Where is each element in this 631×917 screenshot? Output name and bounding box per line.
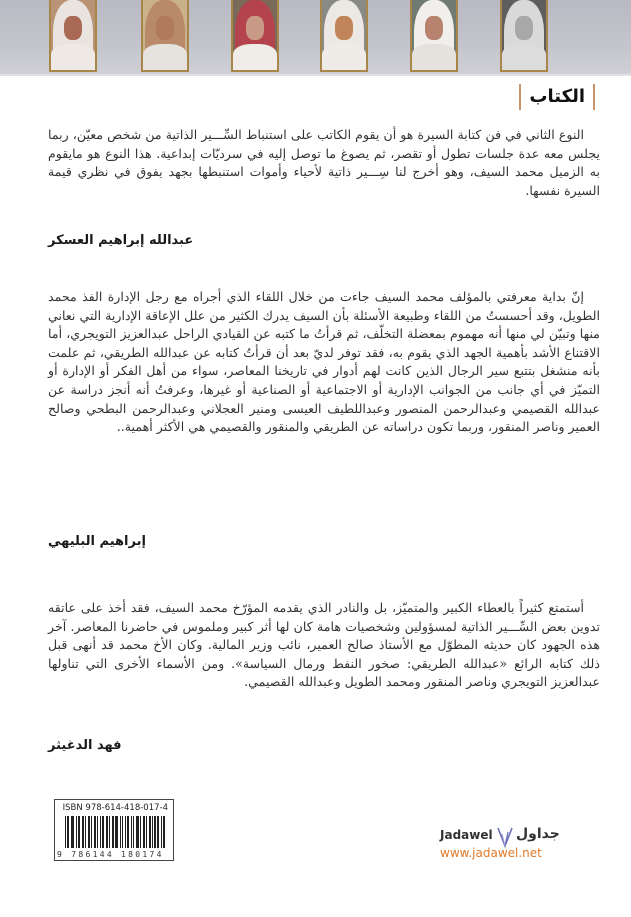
barcode-bar: [94, 816, 96, 848]
barcode-bar: [102, 816, 104, 848]
barcode-bar: [67, 816, 69, 848]
publisher-url[interactable]: www.jadawel.net: [440, 846, 542, 860]
thobe: [502, 44, 546, 70]
feather-logo-icon: [496, 826, 514, 848]
barcode-bar: [65, 816, 66, 848]
portrait-photo: [500, 0, 548, 72]
thobe: [143, 44, 187, 70]
barcode-bar: [161, 816, 163, 848]
section-title: الكتاب: [519, 84, 595, 110]
barcode-bar: [136, 816, 139, 848]
face: [515, 16, 533, 40]
barcode-bar: [140, 816, 141, 848]
portrait-photo: [410, 0, 458, 72]
barcode-bar: [122, 816, 123, 848]
barcode-bar: [112, 816, 114, 848]
isbn-barcode: [54, 799, 174, 861]
face: [425, 16, 443, 40]
barcode-bar: [71, 816, 72, 848]
barcode-bar: [133, 816, 135, 848]
thobe: [233, 44, 277, 70]
portrait-banner: [0, 0, 631, 76]
barcode-bar: [100, 816, 102, 848]
barcode-bar: [143, 816, 146, 848]
portrait-photo: [231, 0, 279, 72]
ean-digits: 9 786144 180174: [57, 850, 164, 859]
publisher-logo: [440, 826, 590, 866]
barcode-bar: [152, 816, 153, 848]
blurb-text: [48, 599, 600, 692]
thobe: [412, 44, 456, 70]
barcode-bar: [97, 816, 98, 848]
portrait-photo: [320, 0, 368, 72]
face: [246, 16, 264, 40]
face: [335, 16, 353, 40]
barcode-bar: [163, 816, 165, 848]
barcode-bar: [109, 816, 111, 848]
portrait-photo: [141, 0, 189, 72]
blurb-paragraph: النوع الثاني في فن كتابة السيرة هو أن يقوم الكاتب على استنباط السِّـــير الذاتية من شخص معيّن، ربما يجلس معه عدة جلسات تطول أو تقصر، ثم يصوغ ما توصل إليه في سرديّات إبداعية. هذا النوع هو مايقوم به الزميل محمد السيف، وهو أخرج لنا سِـــير ذاتية لأحياء وأموات استنبطها بجهد يفوق في نظري قيمة السيرة نفسها.: [48, 127, 600, 198]
barcode-bar: [85, 816, 86, 848]
barcode-bars: [65, 816, 167, 848]
portrait-photo: [49, 0, 97, 72]
barcode-bar: [91, 816, 92, 848]
barcode-bar: [82, 816, 85, 848]
thobe: [322, 44, 366, 70]
barcode-bar: [78, 816, 80, 848]
barcode-bar: [157, 816, 159, 848]
blurb-author: إبراهيم البليهي: [48, 534, 146, 549]
blurb-paragraph: أستمتع كثيراً بالعطاء الكبير والمتميّز، بل والنادر الذي يقدمه المؤرّخ محمد السيف، فقد أخذ على عاتقه تدوين بعض السِّـــير الذاتية لمسؤولين وشخصيات هامة كان لها أثر كبير وملموس في حاضرنا المعاصر. آخر هذه الجهود كان حديثه المطوّل مع الأستاذ صالح العمير، نائب وزير المالية. وكان الأخ محمد قد أنهى قبل ذلك كتابه الرائع «عبدالله الطريقي: صخور النفط ورمال السياسة». ومن الأسماء الأخرى التي تناولها عبدالعزيز التويجري وناصر المنقور ومحمد الطويل وعبدالله القصيمي.: [48, 600, 600, 690]
barcode-bar: [125, 816, 126, 848]
barcode-bar: [72, 816, 74, 848]
barcode-bar: [146, 816, 147, 848]
blurb-text: [48, 126, 600, 200]
barcode-bar: [115, 816, 118, 848]
isbn-number: ISBN 978-614-418-017-4: [62, 803, 168, 813]
barcode-bar: [149, 816, 151, 848]
blurb-author: فهد الدغيثر: [48, 738, 122, 753]
barcode-bar: [154, 816, 156, 848]
publisher-name-arabic: جداول: [516, 826, 560, 842]
face: [64, 16, 82, 40]
blurb-text: [48, 288, 600, 437]
barcode-bar: [131, 816, 132, 848]
blurb-paragraph: إنّ بداية معرفتي بالمؤلف محمد السيف جاءت من خلال اللقاء الذي أجراه مع رجل الإدارة الفذ محمد الطويل، وقد أحسستُ من اللقاء وطبيعة الأسئلة بأن السيف يدرك الكثير من علل الإعاقة الإدارية التي نعاني منها وتبيّن لي منها أنه مهموم بمعضلة التخلّف، ثم قرأتُ ما كتبه عن القيادي الراحل عبدالعزيز التويجري، أما الاقتناع الأشد بأهمية الجهد الذي يقوم به، فقد توفر لديّ بعد أن قرأتُ كتابه عن عبدالله الطريقي، ثم علمت بأنه منشغل بتتبع سير الرجال الذين كانت لهم أدوار في تاريخنا المعاصر، سواء من أهل الفكر أو الإدارة أو التميّز في أي جانب من الجوانب الإدارية أو الاجتماعية أو الصناعية أو غيرها، وعرفتُ أنه أنجز دراسة عن عبدالله القصيمي وعبدالرحمن المنصور وعبداللطيف العيسى ومنير العجلاني وعبدالرحمن البطحي وصالح العمير وناصر المنقور، وربما تكون دراساته عن الطريقي والمنقور والقصيمي هي الأكثر أهمية..: [48, 289, 600, 435]
barcode-bar: [76, 816, 77, 848]
publisher-name-latin: Jadawel: [440, 828, 493, 842]
barcode-bar: [106, 816, 108, 848]
barcode-bar: [127, 816, 129, 848]
blurb-author: عبدالله إبراهيم العسكر: [48, 233, 194, 248]
barcode-bar: [120, 816, 122, 848]
barcode-bar: [88, 816, 91, 848]
thobe: [51, 44, 95, 70]
face: [156, 16, 174, 40]
